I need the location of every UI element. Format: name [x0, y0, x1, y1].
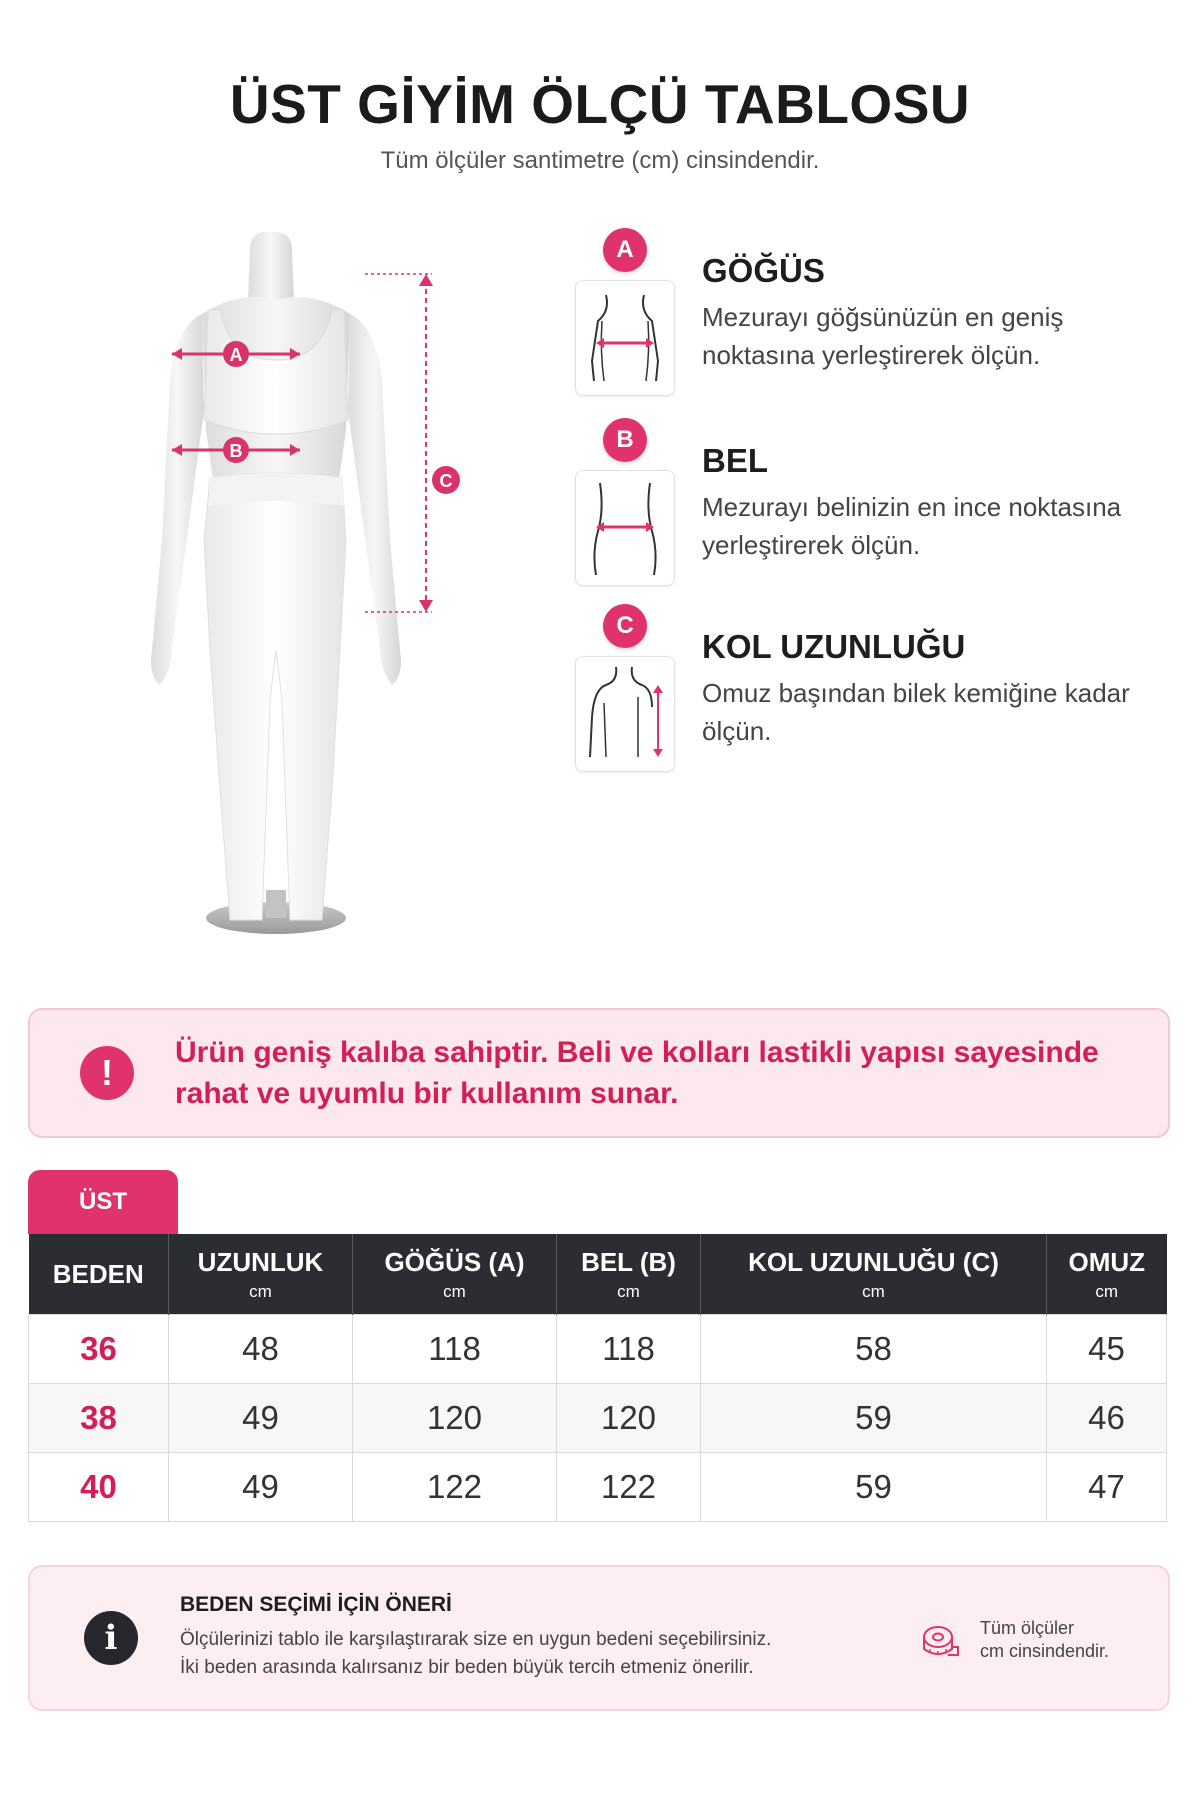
table-cell: 58: [701, 1315, 1047, 1384]
mannequin-illustration: [110, 230, 510, 950]
table-cell: 118: [557, 1315, 701, 1384]
fit-notice-text: Ürün geniş kalıba sahiptir. Beli ve kolları lastikli yapısı sayesinde rahat ve uyumlu bir kullanım sunar.: [175, 1036, 1099, 1110]
guide-chest-desc: Mezurayı göğsünüzün en geniş noktasına yerleştirerek ölçün.: [702, 302, 1064, 370]
table-row: [29, 1384, 1167, 1453]
guide-chest-title: GÖĞÜS: [702, 252, 825, 289]
header-label: GÖĞÜS (A): [384, 1246, 525, 1277]
table-row: [29, 1453, 1167, 1522]
header-unit: cm: [1095, 1281, 1119, 1301]
header-label: UZUNLUK: [197, 1246, 324, 1277]
header-unit: cm: [443, 1281, 466, 1301]
chest-measure-icon: [575, 280, 675, 396]
waist-label-b: B: [229, 441, 243, 461]
table-cell: 59: [701, 1384, 1047, 1453]
guide-waist-title: BEL: [702, 442, 768, 479]
fit-notice: [28, 1008, 1170, 1138]
size-cell: 38: [29, 1384, 169, 1453]
table-cell: 122: [557, 1453, 701, 1522]
page-subtitle: Tüm ölçüler santimetre (cm) cinsindendir.: [380, 147, 820, 174]
table-cell: 47: [1047, 1453, 1167, 1522]
table-cell: 45: [1047, 1315, 1167, 1384]
table-cell: 122: [353, 1453, 557, 1522]
arm-label-c: C: [439, 471, 453, 491]
table-cell: 46: [1047, 1384, 1167, 1453]
table-cell: 118: [353, 1315, 557, 1384]
guide-waist: [570, 418, 1170, 588]
table-header-row: [29, 1234, 1167, 1315]
table-cell: 48: [169, 1315, 353, 1384]
header-gogus: [353, 1234, 557, 1315]
recommendation-line-2: İki beden arasında kalırsanız bir beden büyük tercih etmeniz önerilir.: [180, 1657, 754, 1678]
exclamation-icon: !: [80, 1046, 134, 1100]
chest-label-a: A: [229, 345, 243, 365]
measuring-tape-icon: [920, 1621, 960, 1661]
cm-note: [980, 1617, 1150, 1663]
header-label: BEL (B): [581, 1246, 676, 1277]
table-cell: 59: [701, 1453, 1047, 1522]
table-row: [29, 1315, 1167, 1384]
table-cell: 49: [169, 1453, 353, 1522]
info-icon: i: [84, 1611, 138, 1665]
badge-c: C: [603, 604, 647, 648]
header-unit: cm: [862, 1281, 885, 1301]
guide-arm-title: KOL UZUNLUĞU: [702, 628, 966, 665]
header-label: KOL UZUNLUĞU (C): [748, 1246, 999, 1277]
table-cell: 120: [353, 1384, 557, 1453]
header-omuz: [1047, 1234, 1167, 1315]
cm-note-line-1: Tüm ölçüler: [980, 1618, 1075, 1638]
size-cell: 40: [29, 1453, 169, 1522]
badge-b: B: [603, 418, 647, 462]
cm-note-line-2: cm cinsindendir.: [980, 1641, 1110, 1661]
header-bel: [557, 1234, 701, 1315]
guide-arm: [570, 604, 1170, 774]
waist-measure-icon: [575, 470, 675, 586]
guide-chest: [570, 228, 1170, 398]
header-beden: [29, 1234, 169, 1315]
guide-waist-desc: Mezurayı belinizin en ince noktasına yerleştirerek ölçün.: [702, 492, 1122, 560]
badge-a: A: [603, 228, 647, 272]
size-table: [28, 1234, 1167, 1522]
recommendation-line-1: Ölçülerinizi tablo ile karşılaştırarak size en uygun bedeni seçebilirsiniz.: [180, 1629, 772, 1650]
page-title: ÜST GİYİM ÖLÇÜ TABLOSU: [229, 73, 971, 135]
header-label: BEDEN: [52, 1258, 144, 1289]
table-cell: 120: [557, 1384, 701, 1453]
header-label: OMUZ: [1068, 1246, 1146, 1277]
header-kol-uzunlugu: [701, 1234, 1047, 1315]
size-recommendation: [28, 1565, 1170, 1711]
table-cell: 49: [169, 1384, 353, 1453]
header-unit: cm: [249, 1281, 272, 1301]
arm-length-icon: [575, 656, 675, 772]
header-uzunluk: [169, 1234, 353, 1315]
header-unit: cm: [617, 1281, 640, 1301]
guide-arm-desc: Omuz başından bilek kemiğine kadar ölçün.: [702, 678, 1130, 746]
tab-ust[interactable]: ÜST: [28, 1170, 178, 1234]
recommendation-title: BEDEN SEÇİMİ İÇİN ÖNERİ: [180, 1593, 452, 1616]
size-cell: 36: [29, 1315, 169, 1384]
